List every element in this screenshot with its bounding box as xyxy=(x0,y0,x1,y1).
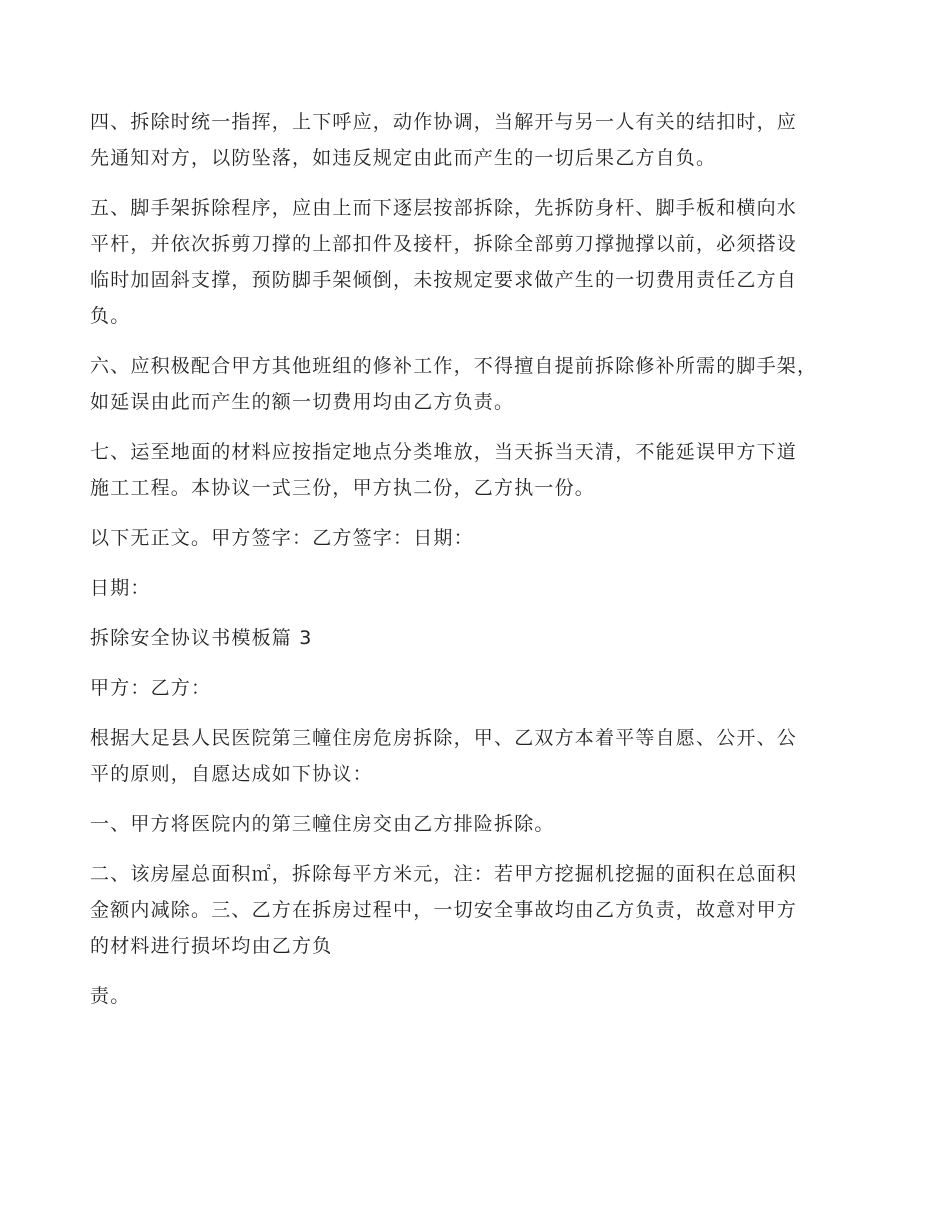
text-line: 五、脚手架拆除程序，应由上而下逐层按部拆除，先拆防身杆、脚手板和横向水 xyxy=(90,197,798,219)
text-line: 平杆，并依次拆剪刀撑的上部扣件及接杆，拆除全部剪刀撑抛撑以前，必须搭设 xyxy=(90,233,798,255)
text-line: 二、该房屋总面积㎡，拆除每平方米元，注：若甲方挖掘机挖掘的面积在总面积 xyxy=(90,863,798,885)
clause-4 xyxy=(90,104,880,176)
text-line: 临时加固斜支撑，预防脚手架倾倒，未按规定要求做产生的一切费用责任乙方自 xyxy=(90,269,798,291)
text-line: 平的原则，自愿达成如下协议： xyxy=(90,763,373,785)
text-line: 施工工程。本协议一式三份，甲方执二份，乙方执一份。 xyxy=(90,477,596,499)
clause-7 xyxy=(90,434,880,506)
document-body xyxy=(90,104,880,1028)
text-line: 以下无正文。甲方签字：乙方签字：日期： xyxy=(90,527,474,549)
text-line: 如延误由此而产生的额一切费用均由乙方负责。 xyxy=(90,391,515,413)
preamble xyxy=(90,720,880,792)
section-title xyxy=(90,620,880,656)
text-line: 的材料进行损坏均由乙方负 xyxy=(90,935,333,957)
text-line: 一、甲方将医院内的第三幢住房交由乙方排险拆除。 xyxy=(90,813,555,835)
text-line: 金额内减除。三、乙方在拆房过程中，一切安全事故均由乙方负责，故意对甲方 xyxy=(90,899,798,921)
clause-6 xyxy=(90,348,880,420)
clause-2-3 xyxy=(90,856,880,964)
clause-5 xyxy=(90,190,880,334)
date-line xyxy=(90,570,880,606)
text-line: 先通知对方，以防坠落，如违反规定由此而产生的一切后果乙方自负。 xyxy=(90,147,717,169)
text-line: 日期： xyxy=(90,577,151,599)
signature-line xyxy=(90,520,880,556)
text-line: 六、应积极配合甲方其他班组的修补工作，不得擅自提前拆除修补所需的脚手架， xyxy=(90,355,818,377)
text-line: 责。 xyxy=(90,985,131,1007)
parties-line xyxy=(90,670,880,706)
text-line: 七、运至地面的材料应按指定地点分类堆放，当天拆当天清，不能延误甲方下道 xyxy=(90,441,798,463)
clause-1 xyxy=(90,806,880,842)
text-line: 负。 xyxy=(90,305,131,327)
clause-3-continued xyxy=(90,978,880,1014)
text-line: 四、拆除时统一指挥，上下呼应，动作协调，当解开与另一人有关的结扣时，应 xyxy=(90,111,798,133)
text-line: 拆除安全协议书模板篇 3 xyxy=(90,627,313,649)
text-line: 甲方：乙方： xyxy=(90,677,212,699)
text-line: 根据大足县人民医院第三幢住房危房拆除，甲、乙双方本着平等自愿、公开、公 xyxy=(90,727,798,749)
